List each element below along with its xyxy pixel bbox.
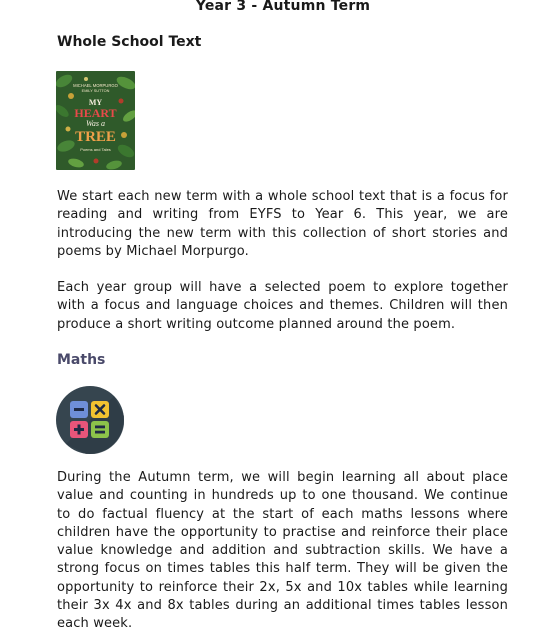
calculator-icon — [56, 386, 124, 454]
book-cover-image — [56, 71, 135, 170]
book-title-line-3: Was a — [85, 119, 106, 128]
maths-heading: Maths — [57, 352, 106, 368]
book-title-line-1: MY — [88, 98, 103, 107]
book-title-line-2: HEART — [74, 106, 117, 120]
book-illustrator-text: EMILY SUTTON — [81, 89, 110, 93]
page-title: Year 3 - Autumn Term — [195, 0, 371, 14]
whole-school-text-heading: Whole School Text — [57, 34, 202, 50]
maths-paragraph: During the Autumn term, we will begin learning all about place value and counting in hundreds up to one thousand. We continue to do factual fluency at the start of each maths lessons where children have the opportunity to practise and reinforce their place value knowledge and addition and subtraction skills. We have a strong focus on times tables this half term. They will be given the opportunity to reinforce their 2x, 5x and 10x tables while learning their 3x 4x and 8x tables during an additional times tables lesson each week. — [57, 470, 508, 632]
whole-school-text-paragraph-1: We start each new term with a whole school text that is a focus for reading and writing from EYFS to Year 6. This year, we are introducing the new term with this collection of short stories and poems by Michael Morpurgo. — [57, 189, 508, 259]
book-title-line-4: TREE — [75, 129, 116, 145]
book-author-text: MICHAEL MORPURGO — [73, 83, 118, 88]
book-subtitle-text: Poems and Tales — [80, 147, 111, 152]
whole-school-text-paragraph-2: Each year group will have a selected poem to explore together with a focus and language choices and themes. Children will then produce a short writing outcome planned around the poem. — [57, 280, 508, 332]
